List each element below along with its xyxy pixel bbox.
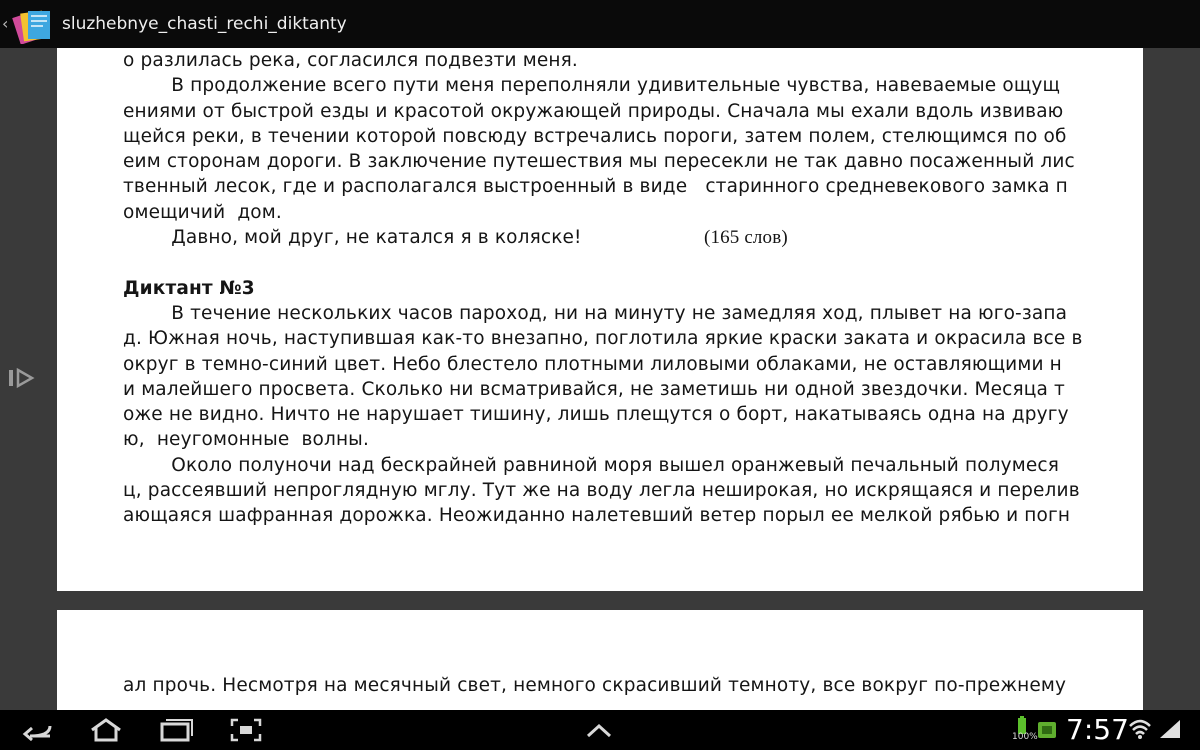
text-line: еим сторонам дороги. В заключение путешествия мы пересекли не так давно посаженный лис <box>123 151 1075 173</box>
text-line: Около полуночи над бескрайней равниной моря вышел оранжевый печальный полумеся <box>123 454 1060 476</box>
text-line: твенный лесок, где и располагался выстроенный в виде старинного средневекового замка п <box>123 176 1068 198</box>
text-line: омещичий дом. <box>123 201 282 223</box>
text-line: оже не видно. Ничто не нарушает тишину, лишь плещутся о борт, накатываясь одна на другу <box>123 404 1069 426</box>
android-notification-icon[interactable] <box>1036 718 1058 740</box>
page-text <box>123 48 1083 529</box>
text-line: щейся реки, в течении которой повсюду встречались пороги, затем полем, стелющимся по об <box>123 125 1067 147</box>
text-line: д. Южная ночь, наступившая как-то внезапно, поглотила яркие краски заката и окрасила все в <box>123 328 1083 350</box>
signal-icon <box>1158 718 1182 740</box>
text-line: ающаяся шафранная дорожка. Неожиданно налетевший ветер порыл ее мелкой рябью и погн <box>123 505 1071 527</box>
document-page-2[interactable] <box>57 610 1143 710</box>
dictation-heading: Диктант №3 <box>123 277 255 299</box>
word-count: (165 слов) <box>704 227 788 249</box>
document-stack-icon[interactable] <box>10 6 58 44</box>
back-icon[interactable] <box>18 716 58 744</box>
text-line: ц, рассеявший непроглядную мглу. Тут же на воду легла неширокая, но искрящаяся и перелив <box>123 480 1080 502</box>
text-line: В продолжение всего пути меня переполняли удивительные чувства, навеваемые ощущ <box>123 75 1061 97</box>
panel-toggle-icon[interactable] <box>6 366 40 390</box>
document-title: sluzhebnye_chasti_rechi_diktanty <box>62 14 347 34</box>
up-navigation-icon[interactable]: ‹ <box>2 14 9 33</box>
chevron-up-icon[interactable] <box>582 716 616 744</box>
recent-apps-icon[interactable] <box>156 716 196 744</box>
text-line: ю, неугомонные волны. <box>123 429 369 451</box>
text-line: ал прочь. Несмотря на месячный свет, немного скрасивший темноту, все вокруг по-прежнему <box>123 675 1067 696</box>
status-clock: 7:57 <box>1066 713 1129 746</box>
text-line: В течение нескольких часов пароход, ни на минуту не замедляя ход, плывет на юго-запа <box>123 302 1068 324</box>
text-line: и малейшего просвета. Сколько ни всматривайся, не заметишь ни одной звездочки. Месяца т <box>123 378 1065 400</box>
system-navigation-bar <box>0 710 1200 750</box>
text-line: округ в темно-синий цвет. Небо блестело плотными лиловыми облаками, не оставляющими н <box>123 353 1062 375</box>
closing-line <box>123 225 1078 250</box>
closing-sentence: Давно, мой друг, не катался я в коляске! <box>123 227 582 249</box>
document-page-1[interactable] <box>57 48 1143 591</box>
text-line: ениями от быстрой езды и красотой окружающей природы. Сначала мы ехали вдоль извиваю <box>123 100 1064 122</box>
title-bar <box>0 0 1200 48</box>
battery-percentage: 100% <box>1012 732 1038 742</box>
text-line: о разлилась река, согласился подвезти меня. <box>123 50 578 71</box>
screenshot-icon[interactable] <box>228 716 264 744</box>
page-text <box>123 673 1078 698</box>
wifi-icon <box>1128 718 1152 740</box>
home-icon[interactable] <box>86 716 126 744</box>
blank-line <box>123 250 1078 275</box>
